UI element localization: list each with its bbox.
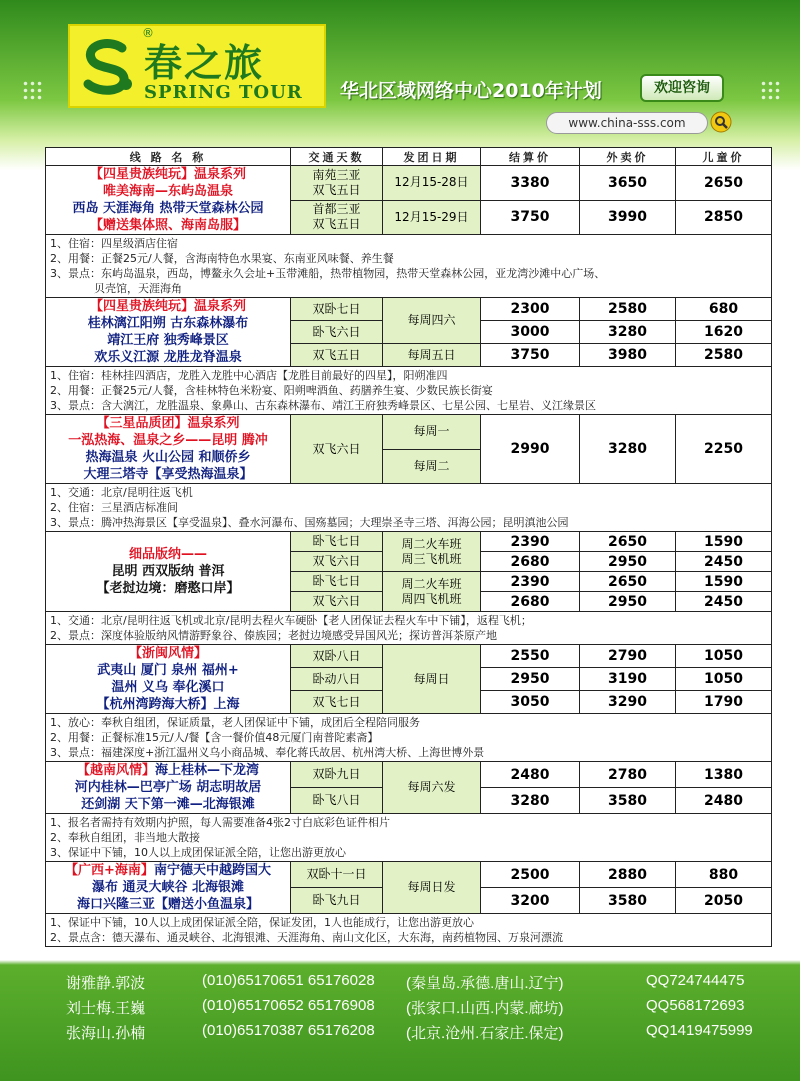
page-title: 华北区域网络中心2010年计划 bbox=[340, 80, 602, 102]
price-child: 2050 bbox=[676, 888, 772, 914]
transport-cell: 双卧八日 bbox=[291, 645, 383, 668]
price-table-wrapper bbox=[45, 147, 771, 947]
column-header: 交通天数 bbox=[291, 148, 383, 166]
price-settle: 2480 bbox=[481, 762, 580, 788]
price-sale: 3580 bbox=[580, 888, 676, 914]
price-settle: 3200 bbox=[481, 888, 580, 914]
price-settle: 3380 bbox=[481, 166, 580, 201]
brand-logo bbox=[68, 24, 326, 108]
route-line bbox=[46, 762, 290, 779]
route-line bbox=[46, 862, 290, 879]
notes-cell bbox=[46, 612, 772, 645]
route-line-text: 河内桂林—巴亭广场 胡志明故居 bbox=[74, 780, 262, 795]
notes-row bbox=[46, 367, 772, 415]
route-line-text: 还剑湖 天下第一滩—北海银滩 bbox=[81, 797, 255, 812]
date-cell bbox=[383, 532, 481, 572]
route-line-text: 【四星贵族纯玩】温泉系列 bbox=[89, 167, 246, 182]
route-line-text: 大理三塔寺【享受热海温泉】 bbox=[83, 467, 253, 482]
contact-names: 谢雅静.郭波 bbox=[66, 975, 146, 992]
note-line: 1、住宿：四星级酒店住宿 bbox=[50, 237, 178, 250]
contact-names: 刘士梅.王巍 bbox=[66, 1000, 146, 1017]
date-cell: 12月15-29日 bbox=[383, 200, 481, 235]
price-settle: 3750 bbox=[481, 200, 580, 235]
route-name-cell bbox=[46, 166, 291, 235]
price-sale: 2650 bbox=[580, 572, 676, 592]
note-line: 贝壳馆，天涯海角 bbox=[50, 282, 182, 295]
price-child: 2450 bbox=[676, 552, 772, 572]
route-name-cell bbox=[46, 415, 291, 484]
price-sale: 3580 bbox=[580, 788, 676, 814]
price-settle: 2680 bbox=[481, 552, 580, 572]
contact-qq: QQ568172693 bbox=[646, 997, 745, 1014]
price-sale: 2950 bbox=[580, 592, 676, 612]
table-row bbox=[46, 762, 772, 788]
price-child: 1790 bbox=[676, 691, 772, 714]
route-line bbox=[46, 415, 290, 432]
price-sale: 2790 bbox=[580, 645, 676, 668]
transport-cell: 双卧九日 bbox=[291, 762, 383, 788]
route-line bbox=[46, 332, 290, 349]
price-settle: 2390 bbox=[481, 532, 580, 552]
transport-cell: 双飞六日 bbox=[291, 592, 383, 612]
price-sale: 3980 bbox=[580, 344, 676, 367]
notes-cell bbox=[46, 484, 772, 532]
route-line bbox=[46, 563, 290, 580]
route-line-text: 【三星品质团】温泉系列 bbox=[96, 416, 240, 431]
transport-cell: 双飞六日 bbox=[291, 552, 383, 572]
price-sale: 3650 bbox=[580, 166, 676, 201]
route-line bbox=[46, 315, 290, 332]
route-line bbox=[46, 580, 290, 597]
route-line-text: 细品版纳—— bbox=[128, 547, 207, 562]
route-line bbox=[46, 679, 290, 696]
contact-qq: QQ724744475 bbox=[646, 972, 745, 989]
price-child: 1590 bbox=[676, 532, 772, 552]
price-settle: 3000 bbox=[481, 321, 580, 344]
route-line-text: 温州 义乌 奉化溪口 bbox=[111, 680, 225, 695]
route-line bbox=[46, 183, 290, 200]
notes-cell bbox=[46, 235, 772, 298]
route-line-text: 【广西+海南】 bbox=[65, 863, 154, 878]
column-header: 线 路 名 称 bbox=[46, 148, 291, 166]
notes-cell bbox=[46, 367, 772, 415]
table-row bbox=[46, 166, 772, 201]
route-line-text: 一泓热海、温泉之乡——昆明 腾冲 bbox=[68, 433, 268, 448]
route-line-text: 西岛 天涯海角 热带天堂森林公园 bbox=[72, 201, 264, 216]
transport-cell: 双飞五日 bbox=[291, 344, 383, 367]
route-name-cell bbox=[46, 762, 291, 814]
transport-cell: 卧飞九日 bbox=[291, 888, 383, 914]
price-sale: 3990 bbox=[580, 200, 676, 235]
price-child: 2650 bbox=[676, 166, 772, 201]
price-settle: 2550 bbox=[481, 645, 580, 668]
transport-cell: 卧飞八日 bbox=[291, 788, 383, 814]
date-line: 周二火车班 bbox=[401, 536, 462, 551]
date-cell: 每周日发 bbox=[383, 862, 481, 914]
contact-names: 张海山.孙楠 bbox=[66, 1025, 146, 1042]
transport-cell: 卧动八日 bbox=[291, 668, 383, 691]
date-line: 周四飞机班 bbox=[401, 591, 462, 606]
contact-row bbox=[66, 1022, 786, 1044]
price-sale: 2780 bbox=[580, 762, 676, 788]
date-line: 周二火车班 bbox=[401, 576, 462, 591]
route-line-text: 热海温泉 火山公园 和顺侨乡 bbox=[85, 450, 251, 465]
date-cell: 每周日 bbox=[383, 645, 481, 714]
column-header: 外卖价 bbox=[580, 148, 676, 166]
note-line: 2、用餐：正餐标准15元/人/餐【含一餐价值48元厦门南普陀素斋】 bbox=[50, 731, 379, 744]
price-child: 2450 bbox=[676, 592, 772, 612]
notes-row bbox=[46, 914, 772, 947]
price-sale: 3280 bbox=[580, 321, 676, 344]
route-line-text: 海上桂林—下龙湾 bbox=[155, 763, 260, 778]
decorative-dots bbox=[22, 80, 44, 102]
route-line bbox=[46, 200, 290, 217]
route-line-text: 唯美海南—东屿岛温泉 bbox=[102, 184, 233, 199]
note-line: 1、保证中下铺，10人以上成团保证派全陪，保证发团，1人也能成行，让您出游更放心 bbox=[50, 916, 474, 929]
route-line bbox=[46, 645, 290, 662]
price-sale: 2950 bbox=[580, 552, 676, 572]
route-line bbox=[46, 879, 290, 896]
route-line-text: 昆明 西双版纳 普洱 bbox=[111, 564, 225, 579]
route-line-text: 【赠送集体照、海南岛服】 bbox=[89, 218, 246, 233]
price-child: 1620 bbox=[676, 321, 772, 344]
price-child: 2580 bbox=[676, 344, 772, 367]
route-line bbox=[46, 166, 290, 183]
route-line bbox=[46, 796, 290, 813]
price-settle: 2500 bbox=[481, 862, 580, 888]
price-child: 1590 bbox=[676, 572, 772, 592]
transport-cell: 卧飞六日 bbox=[291, 321, 383, 344]
notes-cell bbox=[46, 914, 772, 947]
route-line bbox=[46, 449, 290, 466]
route-line-text: 欢乐义江源 龙胜龙脊温泉 bbox=[94, 350, 242, 365]
price-sale: 2650 bbox=[580, 532, 676, 552]
note-line: 2、用餐：正餐25元/人餐，含桂林特色米粉宴、阳朔啤酒鱼、药膳养生宴、少数民族长街宴 bbox=[50, 384, 493, 397]
route-line-text: 【四星贵族纯玩】温泉系列 bbox=[89, 299, 246, 314]
table-row bbox=[46, 532, 772, 552]
transport-cell: 首都三亚 双飞五日 bbox=[291, 200, 383, 235]
price-sale: 3280 bbox=[580, 415, 676, 484]
price-child: 2250 bbox=[676, 415, 772, 484]
note-line: 2、景点含：德天瀑布、通灵峡谷、北海银滩、天涯海角、南山文化区，大东海，南药植物园、万泉河漂流 bbox=[50, 931, 563, 944]
route-line-text: 【杭州湾跨海大桥】上海 bbox=[96, 697, 240, 712]
registered-mark: ® bbox=[142, 26, 154, 40]
contact-row bbox=[66, 997, 786, 1019]
date-cell bbox=[383, 572, 481, 612]
brand-name-cn: 春之旅 bbox=[144, 40, 265, 85]
price-settle: 3280 bbox=[481, 788, 580, 814]
price-child: 680 bbox=[676, 298, 772, 321]
route-line bbox=[46, 779, 290, 796]
price-sale: 2580 bbox=[580, 298, 676, 321]
price-sale: 3290 bbox=[580, 691, 676, 714]
note-line: 2、住宿：三星酒店标准间 bbox=[50, 501, 178, 514]
column-header: 结算价 bbox=[481, 148, 580, 166]
note-line: 3、景点：腾冲热海景区【享受温泉】、叠水河瀑布、国殇墓园；大理崇圣寺三塔、洱海公园；昆明滇池公园 bbox=[50, 516, 569, 529]
website-url[interactable]: www.china-sss.com bbox=[546, 112, 708, 134]
date-cell: 12月15-28日 bbox=[383, 166, 481, 201]
route-line-text: 桂林漓江阳朔 古东森林瀑布 bbox=[87, 316, 249, 331]
route-name-cell bbox=[46, 298, 291, 367]
price-child: 880 bbox=[676, 862, 772, 888]
price-child: 1380 bbox=[676, 762, 772, 788]
note-line: 3、保证中下铺，10人以上成团保证派全陪，让您出游更放心 bbox=[50, 846, 346, 859]
transport-cell: 双飞六日 bbox=[291, 415, 383, 484]
price-child: 1050 bbox=[676, 668, 772, 691]
transport-cell: 双卧七日 bbox=[291, 298, 383, 321]
date-cell: 每周一 bbox=[383, 415, 481, 450]
note-line: 1、交通：北京/昆明往返飞机 bbox=[50, 486, 193, 499]
contact-qq: QQ1419475999 bbox=[646, 1022, 753, 1039]
date-cell: 每周六发 bbox=[383, 762, 481, 814]
price-settle: 3050 bbox=[481, 691, 580, 714]
note-line: 2、景点：深度体验版纳风情游野象谷、傣族园；老挝边境感受异国风光；探访普洱茶原产地 bbox=[50, 629, 497, 642]
note-line: 3、景点：东屿岛温泉，西岛，博鳌永久会址+玉带滩船，热带植物园，热带天堂森林公园，亚龙湾沙滩中心广场、 bbox=[50, 267, 606, 280]
spring-tour-logo-icon bbox=[78, 36, 138, 96]
price-child: 2480 bbox=[676, 788, 772, 814]
note-line: 3、景点：含大漓江，龙胜温泉、象鼻山、古东森林瀑布、靖江王府独秀峰景区、七星公园、七星岩、义江缘景区 bbox=[50, 399, 596, 412]
header bbox=[0, 0, 800, 140]
transport-cell: 南苑三亚 双飞五日 bbox=[291, 166, 383, 201]
route-line bbox=[46, 896, 290, 913]
transport-cell: 卧飞七日 bbox=[291, 572, 383, 592]
note-line: 2、用餐：正餐25元/人餐，含海南特色水果宴、东南亚风味餐、养生餐 bbox=[50, 252, 394, 265]
route-line-text: 靖江王府 独秀峰景区 bbox=[107, 333, 229, 348]
route-line-text: 瀑布 通灵大峡谷 北海银滩 bbox=[91, 880, 245, 895]
route-line-text: 海口兴隆三亚【赠送小鱼温泉】 bbox=[76, 897, 259, 912]
notes-cell bbox=[46, 714, 772, 762]
price-sale: 2880 bbox=[580, 862, 676, 888]
route-line bbox=[46, 662, 290, 679]
date-line: 周三飞机班 bbox=[401, 551, 462, 566]
route-line-text: 【越南风情】 bbox=[76, 763, 155, 778]
transport-cell: 双飞七日 bbox=[291, 691, 383, 714]
route-line-text: 【老挝边境：磨憨口岸】 bbox=[96, 581, 240, 596]
brand-name-en: SPRING TOUR bbox=[144, 82, 303, 103]
price-settle: 2300 bbox=[481, 298, 580, 321]
price-child: 1050 bbox=[676, 645, 772, 668]
notes-row bbox=[46, 235, 772, 298]
contact-region: (秦皇岛.承德.唐山.辽宁) bbox=[406, 975, 564, 992]
contact-region: (北京.沧州.石家庄.保定) bbox=[406, 1025, 564, 1042]
column-header: 发团日期 bbox=[383, 148, 481, 166]
route-line bbox=[46, 298, 290, 315]
consult-button[interactable]: 欢迎咨询 bbox=[640, 74, 724, 102]
notes-row bbox=[46, 714, 772, 762]
note-line: 1、住宿：桂林挂四酒店，龙胜入龙胜中心酒店【龙胜目前最好的四星】，阳朔准四 bbox=[50, 369, 448, 382]
price-settle: 2990 bbox=[481, 415, 580, 484]
transport-cell: 双卧十一日 bbox=[291, 862, 383, 888]
contact-row bbox=[66, 972, 786, 994]
date-cell: 每周五日 bbox=[383, 344, 481, 367]
notes-cell bbox=[46, 814, 772, 862]
note-line: 1、报名者需持有效期内护照，每人需要准备4张2寸白底彩色证件相片 bbox=[50, 816, 390, 829]
price-table bbox=[45, 147, 772, 947]
route-line bbox=[46, 349, 290, 366]
note-line: 3、景点：福建深度+浙江温州义乌小商品城、奉化蒋氏故居、杭州湾大桥、上海世博外景 bbox=[50, 746, 485, 759]
contact-phones: (010)65170652 65176908 bbox=[202, 997, 375, 1014]
table-row bbox=[46, 298, 772, 321]
notes-row bbox=[46, 814, 772, 862]
note-line: 2、奉秋自组团，非当地大散接 bbox=[50, 831, 200, 844]
price-settle: 2390 bbox=[481, 572, 580, 592]
price-settle: 2950 bbox=[481, 668, 580, 691]
notes-row bbox=[46, 612, 772, 645]
route-line bbox=[46, 546, 290, 563]
contact-phones: (010)65170387 65176208 bbox=[202, 1022, 375, 1039]
price-child: 2850 bbox=[676, 200, 772, 235]
contact-region: (张家口.山西.内蒙.廊坊) bbox=[406, 1000, 564, 1017]
note-line: 1、放心：奉秋自组团，保证质量，老人团保证中下铺，成团后全程陪同服务 bbox=[50, 716, 420, 729]
column-header: 儿童价 bbox=[676, 148, 772, 166]
route-line bbox=[46, 432, 290, 449]
route-line bbox=[46, 217, 290, 234]
table-header-row bbox=[46, 148, 772, 166]
table-row bbox=[46, 862, 772, 888]
transport-cell: 卧飞七日 bbox=[291, 532, 383, 552]
price-settle: 2680 bbox=[481, 592, 580, 612]
notes-row bbox=[46, 484, 772, 532]
route-line bbox=[46, 696, 290, 713]
route-line-text: 武夷山 厦门 泉州 福州+ bbox=[97, 663, 239, 678]
route-line bbox=[46, 466, 290, 483]
note-line: 1、交通：北京/昆明往返飞机或北京/昆明去程火车硬卧【老人团保证去程火车中下铺】，返程飞机； bbox=[50, 614, 532, 627]
date-cell: 每周四六 bbox=[383, 298, 481, 344]
route-name-cell bbox=[46, 645, 291, 714]
table-row bbox=[46, 415, 772, 450]
date-cell: 每周二 bbox=[383, 449, 481, 484]
price-settle: 3750 bbox=[481, 344, 580, 367]
search-icon[interactable] bbox=[710, 111, 732, 133]
route-name-cell bbox=[46, 532, 291, 612]
table-row bbox=[46, 645, 772, 668]
route-line-text: 南宁德天中越跨国大 bbox=[153, 863, 271, 878]
route-name-cell bbox=[46, 862, 291, 914]
table-body bbox=[46, 166, 772, 947]
route-line-text: 【浙闽风情】 bbox=[128, 646, 207, 661]
price-sale: 3190 bbox=[580, 668, 676, 691]
contact-phones: (010)65170651 65176028 bbox=[202, 972, 375, 989]
decorative-dots bbox=[760, 80, 782, 102]
